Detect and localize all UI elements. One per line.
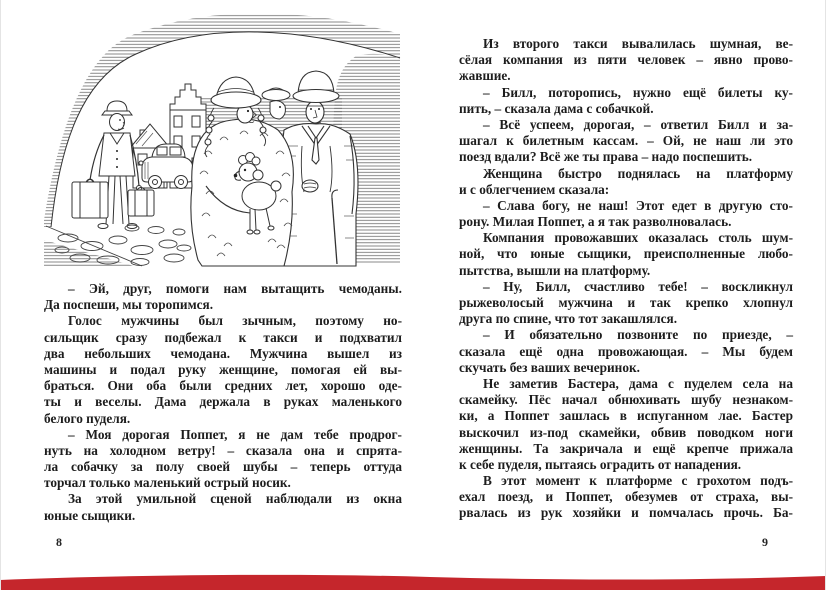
- text-line: пить, – сказала дама с собачкой.: [459, 100, 654, 116]
- text-line: – И обязательно позвоните по приезде, –: [483, 327, 793, 343]
- text-line: сказала ещё одна провожающая. – Мы будем: [459, 343, 793, 359]
- text-line: юные сыщики.: [44, 507, 136, 523]
- text-line: скамейку. Пёс начал обнюхивать шубу незнаком-: [459, 392, 793, 408]
- text-line: ехал поезд, и Поппет, обезумев от страха, вы-: [459, 489, 793, 505]
- text-line: рыжеволосый мужчина и так крепко хлопнул: [459, 295, 793, 310]
- book-cover-edge: [0, 572, 826, 590]
- text-line: Голос мужчины был зычным, поэтому но-: [68, 313, 402, 329]
- text-line: Из второго такси вывалилась шумная, ве-: [483, 36, 793, 51]
- station-scene-illustration: [44, 14, 406, 272]
- text-line: поезд вдали? Всё же ты права – надо поспешить.: [459, 149, 753, 165]
- text-line: нуть на холодном ветру! – сказала она и спрята-: [44, 442, 402, 458]
- text-line: ки, а Поппет зашлась в испуганном лае. Бастер: [459, 408, 793, 424]
- text-line: В этот момент к платформе с грохотом подъ-: [483, 473, 793, 489]
- text-line: ной, что юные сыщики, преисполненные любо-: [459, 246, 793, 262]
- text-line: – Билл, поторопись, нужно ещё билеты ку-: [483, 84, 793, 100]
- text-line: женщины. Та закричала и ещё крепче прижала: [459, 440, 793, 456]
- text-line: – Моя дорогая Поппет, я не дам тебе продрог-: [68, 426, 402, 442]
- text-line: сёлая компания из пяти человек – явно прово-: [459, 52, 793, 68]
- text-line: ты и веселы. Дама держала в руках маленького: [44, 394, 402, 410]
- text-line: и с облегчением сказала:: [459, 181, 610, 197]
- text-line: белого пуделя.: [44, 410, 131, 426]
- text-line: друга по спине, что тот закашлялся.: [459, 311, 678, 327]
- text-line: – Слава богу, не наш! Этот едет в другую сто-: [483, 197, 793, 213]
- text-line: рвалась из рук хозяйки и помчалась прочь. Ба-: [459, 505, 793, 521]
- right-page-text: [459, 36, 793, 522]
- text-line: скучать без ваших вечеринок.: [459, 359, 640, 375]
- text-line: браться. Они оба были средних лет, хорошо оде-: [44, 378, 402, 394]
- text-line: За этой умильной сценой наблюдали из окна: [68, 491, 402, 507]
- left-page-text: [44, 281, 402, 524]
- text-line: к себе пуделя, пытаясь оградить от нападения.: [459, 456, 742, 472]
- text-line: выскочил из-под скамейки, обвив поводком ноги: [459, 424, 793, 440]
- text-line: – Ну, Билл, счастливо тебе! – воскликнул: [483, 278, 793, 294]
- text-line: пытства, вышли на платформу.: [459, 262, 651, 278]
- page-number-right: 9: [762, 535, 768, 549]
- text-line: ла собачку за полу своей шубы – теперь оттуда: [44, 459, 402, 475]
- text-line: два небольших чемодана. Мужчина вышел из: [44, 345, 402, 361]
- text-line: Да поспеши, мы торопимся.: [44, 297, 214, 313]
- text-line: – Всё успеем, дорогая, – ответил Билл и за-: [483, 116, 793, 132]
- page-number-left: 8: [56, 535, 62, 549]
- text-line: Женщина быстро поднялась на платформу: [483, 165, 793, 181]
- text-line: – Эй, друг, помоги нам вытащить чемоданы.: [68, 281, 402, 296]
- text-line: жавшие.: [459, 68, 511, 84]
- text-line: машины и подал руку женщине, помогая ей вы-: [44, 361, 402, 377]
- text-line: рону. Милая Поппет, а я так разволновалась.: [459, 214, 732, 230]
- text-line: Компания провожавших оказалась столь шум-: [483, 230, 793, 246]
- text-line: шагал к билетным кассам. – Ой, не наш ли это: [459, 133, 793, 149]
- text-line: торчал только маленький острый носик.: [44, 475, 291, 491]
- text-line: сильщик сразу подбежал к такси и подхватил: [44, 329, 402, 345]
- text-line: Не заметив Бастера, дама с пуделем села на: [483, 375, 793, 391]
